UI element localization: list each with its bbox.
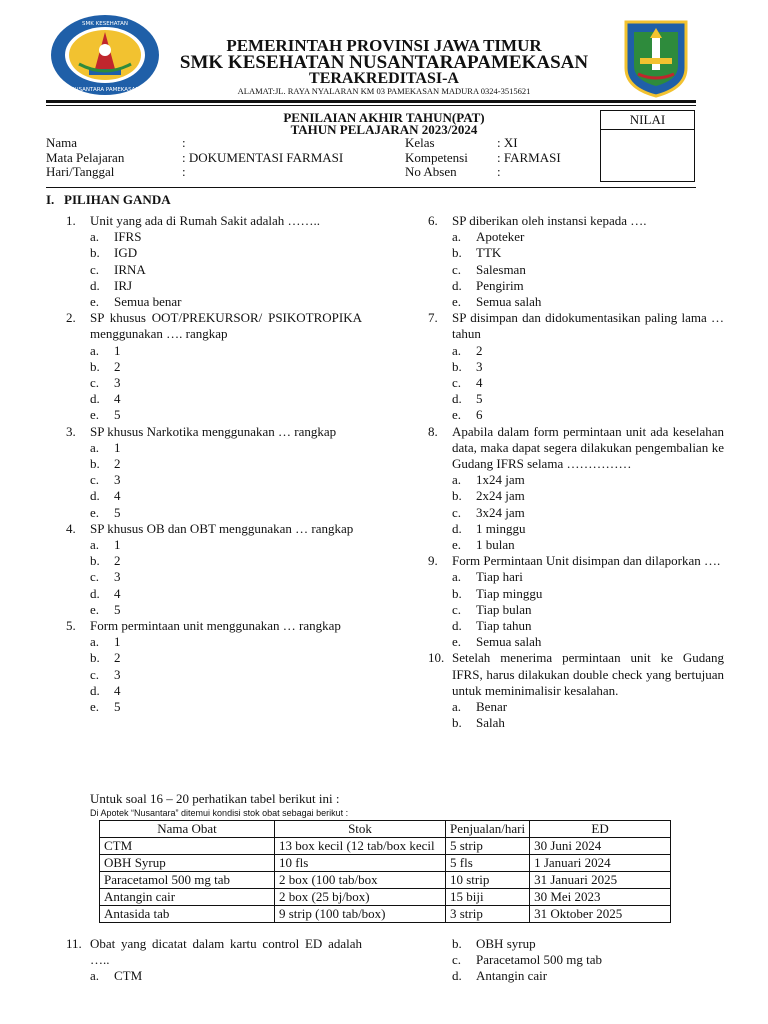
question-number: 1. [66, 213, 76, 228]
option-letter: e. [90, 601, 100, 617]
question [428, 424, 724, 473]
option-letter: b. [452, 936, 462, 951]
option-letter: c. [90, 666, 100, 682]
option-letter: d. [452, 618, 462, 634]
answer-option[interactable] [428, 569, 724, 585]
answer-option[interactable] [428, 521, 724, 537]
svg-text:SMK KESEHATAN: SMK KESEHATAN [82, 21, 128, 27]
option-letter: a. [452, 699, 462, 715]
answer-option[interactable] [66, 537, 362, 553]
question [428, 650, 724, 699]
option-text: 5 [114, 699, 121, 715]
option-text: 4 [114, 391, 121, 407]
option-letter: e. [452, 294, 462, 310]
option-letter: c. [90, 569, 100, 585]
option-text: Antangin cair [476, 968, 548, 984]
question-number: 5. [66, 618, 76, 634]
answer-option[interactable] [428, 488, 724, 504]
answer-option[interactable] [428, 602, 724, 618]
svg-text:NUSANTARA PAMEKASAN: NUSANTARA PAMEKASAN [70, 87, 140, 93]
info-kompetensi-value: : FARMASI [497, 150, 561, 165]
question-text: SP disimpan dan didokumentasikan paling lama … tahun [452, 310, 724, 342]
option-letter: a. [90, 439, 100, 455]
option-text: 3 [114, 375, 121, 391]
cell: 3 strip [446, 906, 530, 923]
answer-option[interactable] [428, 699, 724, 715]
option-letter: a. [90, 634, 100, 650]
option-letter: d. [90, 682, 100, 698]
option-letter: e. [452, 537, 462, 553]
answer-option[interactable] [66, 407, 362, 423]
option-text: 5 [114, 601, 121, 617]
option-letter: c. [452, 601, 462, 617]
answer-option[interactable] [66, 262, 362, 278]
cell: 1 Januari 2024 [530, 855, 671, 872]
answer-option[interactable] [428, 294, 724, 310]
option-text: 3 [114, 472, 121, 488]
answer-option[interactable] [66, 683, 362, 699]
cell: 13 box kecil (12 tab/box kecil [275, 838, 446, 855]
option-text: 2x24 jam [476, 488, 525, 504]
option-text: 3 [476, 358, 483, 374]
header-stok: Stok [275, 821, 446, 838]
questions-left-column [66, 213, 362, 715]
answer-option[interactable] [428, 229, 724, 245]
option-text: 5 [114, 504, 121, 520]
question-text: Unit yang ada di Rumah Sakit adalah …….. [90, 213, 320, 228]
option-text: Semua salah [476, 634, 542, 650]
exam-year: TAHUN PELAJARAN 2023/2024 [290, 122, 478, 137]
cell: 9 strip (100 tab/box) [275, 906, 446, 923]
option-text: Tiap bulan [476, 601, 532, 617]
answer-option[interactable] [66, 634, 362, 650]
exam-title: PENILAIAN AKHIR TAHUN(PAT) [283, 110, 485, 125]
answer-option[interactable] [66, 343, 362, 359]
option-text: OBH syrup [476, 936, 536, 951]
question [428, 310, 724, 342]
option-text: 2 [476, 342, 483, 358]
question-text: SP khusus OB dan OBT menggunakan … rangkap [90, 520, 354, 536]
info-absen-sep: : [497, 164, 501, 179]
cell: 30 Mei 2023 [530, 889, 671, 906]
question-number: 3. [66, 423, 76, 439]
option-text: 3 [114, 666, 121, 682]
cell: 10 strip [446, 872, 530, 889]
option-letter: d. [90, 277, 100, 293]
question-text: Obat yang dicatat dalam kartu control ED adalah ….. [90, 936, 362, 968]
option-text: 2 [114, 358, 121, 374]
answer-option[interactable] [428, 245, 724, 261]
cell: 5 fls [446, 855, 530, 872]
answer-option[interactable] [428, 715, 724, 731]
info-hari-label: Hari/Tanggal [46, 164, 115, 179]
school-name: SMK KESEHATAN NUSANTARAPAMEKASAN [179, 52, 589, 73]
question-number: 4. [66, 520, 76, 536]
cell: 31 Oktober 2025 [530, 906, 671, 923]
option-text: 1x24 jam [476, 472, 525, 488]
answer-option[interactable] [66, 472, 362, 488]
answer-option[interactable] [66, 968, 362, 984]
question-number: 7. [428, 310, 438, 326]
answer-option[interactable] [428, 505, 724, 521]
option-letter: a. [452, 472, 462, 488]
option-letter: d. [90, 585, 100, 601]
table-note: Di Apotek “Nusantara” ditemui kondisi stok obat sebagai berikut : [90, 808, 349, 818]
option-text: 1 [114, 537, 121, 553]
question-11-right [428, 936, 724, 985]
option-letter: d. [90, 391, 100, 407]
option-letter: e. [90, 294, 100, 310]
answer-option[interactable] [66, 440, 362, 456]
option-text: Benar [476, 699, 508, 715]
option-letter: a. [90, 968, 100, 984]
answer-option[interactable] [428, 391, 724, 407]
question [66, 936, 362, 968]
option-text: 6 [476, 407, 483, 423]
info-mapel-label: Mata Pelajaran [46, 150, 125, 165]
info-kelas-label: Kelas [405, 135, 435, 150]
option-letter: c. [90, 472, 100, 488]
option-text: 4 [114, 585, 121, 601]
question-number: 6. [428, 213, 438, 228]
header-divider-thick [46, 100, 696, 103]
option-letter: e. [90, 504, 100, 520]
option-letter: a. [452, 342, 462, 358]
question [428, 213, 724, 229]
option-text: Salesman [476, 261, 526, 277]
cell: CTM [100, 838, 275, 855]
stock-table [99, 820, 671, 923]
answer-option[interactable] [66, 294, 362, 310]
answer-option[interactable] [428, 359, 724, 375]
option-letter: b. [90, 245, 100, 261]
option-text: 1 [114, 439, 121, 455]
answer-option[interactable] [66, 553, 362, 569]
question-number: 9. [428, 553, 438, 569]
cell: Antasida tab [100, 906, 275, 923]
option-letter: c. [90, 375, 100, 391]
question [428, 553, 724, 569]
option-letter: e. [452, 634, 462, 650]
section-title: I. PILIHAN GANDA [46, 192, 171, 207]
table-row [100, 872, 671, 889]
answer-option[interactable] [428, 634, 724, 650]
header-ed: ED [530, 821, 671, 838]
cell: 15 biji [446, 889, 530, 906]
question-text: Setelah menerima permintaan unit ke Gudang IFRS, harus dilakukan double check yang bertujuan untuk meminimalisir kesalahan. [452, 650, 724, 698]
question-number: 10. [428, 650, 445, 666]
option-letter: d. [90, 488, 100, 504]
questions-right-column [428, 213, 724, 732]
info-nama-sep: : [182, 135, 186, 150]
option-text: 3 [114, 569, 121, 585]
option-letter: a. [90, 537, 100, 553]
answer-option[interactable] [428, 262, 724, 278]
answer-option[interactable] [428, 472, 724, 488]
province-title: PEMERINTAH PROVINSI JAWA TIMUR [226, 36, 542, 55]
option-letter: d. [452, 391, 462, 407]
question-text: Form permintaan unit menggunakan … rangkap [90, 618, 341, 634]
table-row [100, 838, 671, 855]
option-letter: b. [90, 553, 100, 569]
option-text: Apoteker [476, 229, 525, 245]
answer-option[interactable] [66, 245, 362, 261]
option-text: 1 [114, 342, 121, 358]
info-kompetensi-label: Kompetensi [405, 150, 468, 165]
question-text: SP khusus OOT/PREKURSOR/ PSIKOTROPIKA menggunakan …. rangkap [90, 310, 362, 342]
option-text: 2 [114, 553, 121, 569]
option-text: 1 minggu [476, 520, 526, 536]
option-text: 2 [114, 650, 121, 666]
cell: 31 Januari 2025 [530, 872, 671, 889]
table-row [100, 889, 671, 906]
option-letter: c. [452, 504, 462, 520]
answer-option[interactable] [66, 569, 362, 585]
option-letter: b. [452, 245, 462, 261]
cell: Paracetamol 500 mg tab [100, 872, 275, 889]
question-number: 2. [66, 310, 76, 326]
answer-option[interactable] [66, 229, 362, 245]
answer-option[interactable] [66, 456, 362, 472]
option-text: Semua salah [476, 294, 542, 310]
option-text: 5 [114, 407, 121, 423]
answer-option[interactable] [428, 375, 724, 391]
table-row [100, 855, 671, 872]
question [66, 618, 362, 634]
option-letter: d. [452, 968, 462, 984]
header-nama-obat: Nama Obat [100, 821, 275, 838]
option-text: 1 bulan [476, 537, 515, 553]
info-kelas-value: : XI [497, 135, 518, 150]
option-letter: c. [452, 952, 462, 968]
question-11-left [66, 936, 362, 985]
cell: 10 fls [275, 855, 446, 872]
answer-option[interactable] [428, 952, 724, 968]
option-letter: b. [90, 358, 100, 374]
option-letter: c. [452, 375, 462, 391]
answer-option[interactable] [66, 699, 362, 715]
option-text: 2 [114, 456, 121, 472]
option-text: IRJ [114, 277, 133, 293]
option-text: Tiap minggu [476, 585, 543, 601]
option-text: TTK [476, 245, 502, 261]
answer-option[interactable] [66, 505, 362, 521]
option-letter: b. [452, 488, 462, 504]
question-text: Apabila dalam form permintaan unit ada keselahan data, maka dapat segera dilakukan pengembalian ke Gudang IFRS selama …………… [452, 423, 724, 472]
option-letter: a. [90, 342, 100, 358]
info-absen-label: No Absen [405, 164, 457, 179]
option-text: 4 [476, 375, 483, 391]
option-text: CTM [114, 968, 143, 984]
table-intro: Untuk soal 16 – 20 perhatikan tabel berikut ini : [90, 791, 340, 806]
school-address: ALAMAT:JL. RAYA NYALARAN KM 03 PAMEKASAN MADURA 0324-3515621 [237, 86, 531, 96]
option-text: Paracetamol 500 mg tab [476, 952, 602, 968]
option-text: 4 [114, 682, 121, 698]
option-text: 3x24 jam [476, 504, 525, 520]
question [66, 521, 362, 537]
option-text: 5 [476, 391, 483, 407]
score-label: NILAI [600, 110, 695, 130]
answer-option[interactable] [428, 537, 724, 553]
answer-option[interactable] [428, 936, 724, 952]
option-letter: d. [452, 277, 462, 293]
option-text: Pengirim [476, 277, 524, 293]
option-letter: a. [452, 569, 462, 585]
option-text: 1 [114, 634, 121, 650]
question [66, 213, 362, 229]
info-divider [46, 187, 696, 188]
option-letter: b. [452, 585, 462, 601]
option-letter: e. [90, 407, 100, 423]
table-row [100, 906, 671, 923]
answer-option[interactable] [66, 278, 362, 294]
cell: 5 strip [446, 838, 530, 855]
cell: 2 box (25 bj/box) [275, 889, 446, 906]
option-text: Tiap tahun [476, 618, 532, 634]
option-letter: e. [90, 699, 100, 715]
info-nama-label: Nama [46, 135, 78, 150]
cell: 30 Juni 2024 [530, 838, 671, 855]
cell: 2 box (100 tab/box [275, 872, 446, 889]
answer-option[interactable] [428, 407, 724, 423]
cell: Antangin cair [100, 889, 275, 906]
option-letter: b. [90, 456, 100, 472]
option-letter: b. [452, 358, 462, 374]
answer-option[interactable] [66, 359, 362, 375]
option-letter: c. [452, 261, 462, 277]
option-letter: e. [452, 407, 462, 423]
question-text: SP diberikan oleh instansi kepada …. [452, 213, 647, 228]
cell: OBH Syrup [100, 855, 275, 872]
answer-option[interactable] [66, 650, 362, 666]
answer-option[interactable] [428, 586, 724, 602]
option-text: IFRS [114, 229, 142, 245]
option-text: 4 [114, 488, 121, 504]
question-text: Form Permintaan Unit disimpan dan dilaporkan …. [452, 553, 721, 569]
answer-option[interactable] [428, 618, 724, 634]
answer-option[interactable] [428, 343, 724, 359]
option-letter: a. [452, 229, 462, 245]
answer-option[interactable] [66, 586, 362, 602]
question-text: SP khusus Narkotika menggunakan … rangkap [90, 423, 337, 439]
header-divider-thin [46, 105, 696, 106]
table-header-row [100, 821, 671, 838]
option-text: Tiap hari [476, 569, 523, 585]
info-hari-sep: : [182, 164, 186, 179]
header-penjualan: Penjualan/hari [446, 821, 530, 838]
option-text: Salah [476, 715, 505, 731]
question [66, 310, 362, 342]
option-text: IRNA [114, 261, 146, 277]
option-text: IGD [114, 245, 138, 261]
option-letter: c. [90, 261, 100, 277]
option-letter: b. [90, 650, 100, 666]
answer-option[interactable] [428, 968, 724, 984]
accreditation: TERAKREDITASI-A [309, 70, 459, 87]
question-number: 11. [66, 936, 82, 951]
answer-option[interactable] [66, 391, 362, 407]
question [66, 424, 362, 440]
answer-option[interactable] [66, 602, 362, 618]
option-text: Semua benar [114, 294, 182, 310]
info-mapel-value: : DOKUMENTASI FARMASI [182, 150, 344, 165]
option-letter: b. [452, 715, 462, 731]
answer-option[interactable] [66, 667, 362, 683]
answer-option[interactable] [66, 488, 362, 504]
answer-option[interactable] [428, 278, 724, 294]
option-letter: d. [452, 520, 462, 536]
answer-option[interactable] [66, 375, 362, 391]
question-number: 8. [428, 423, 438, 439]
option-letter: a. [90, 229, 100, 245]
